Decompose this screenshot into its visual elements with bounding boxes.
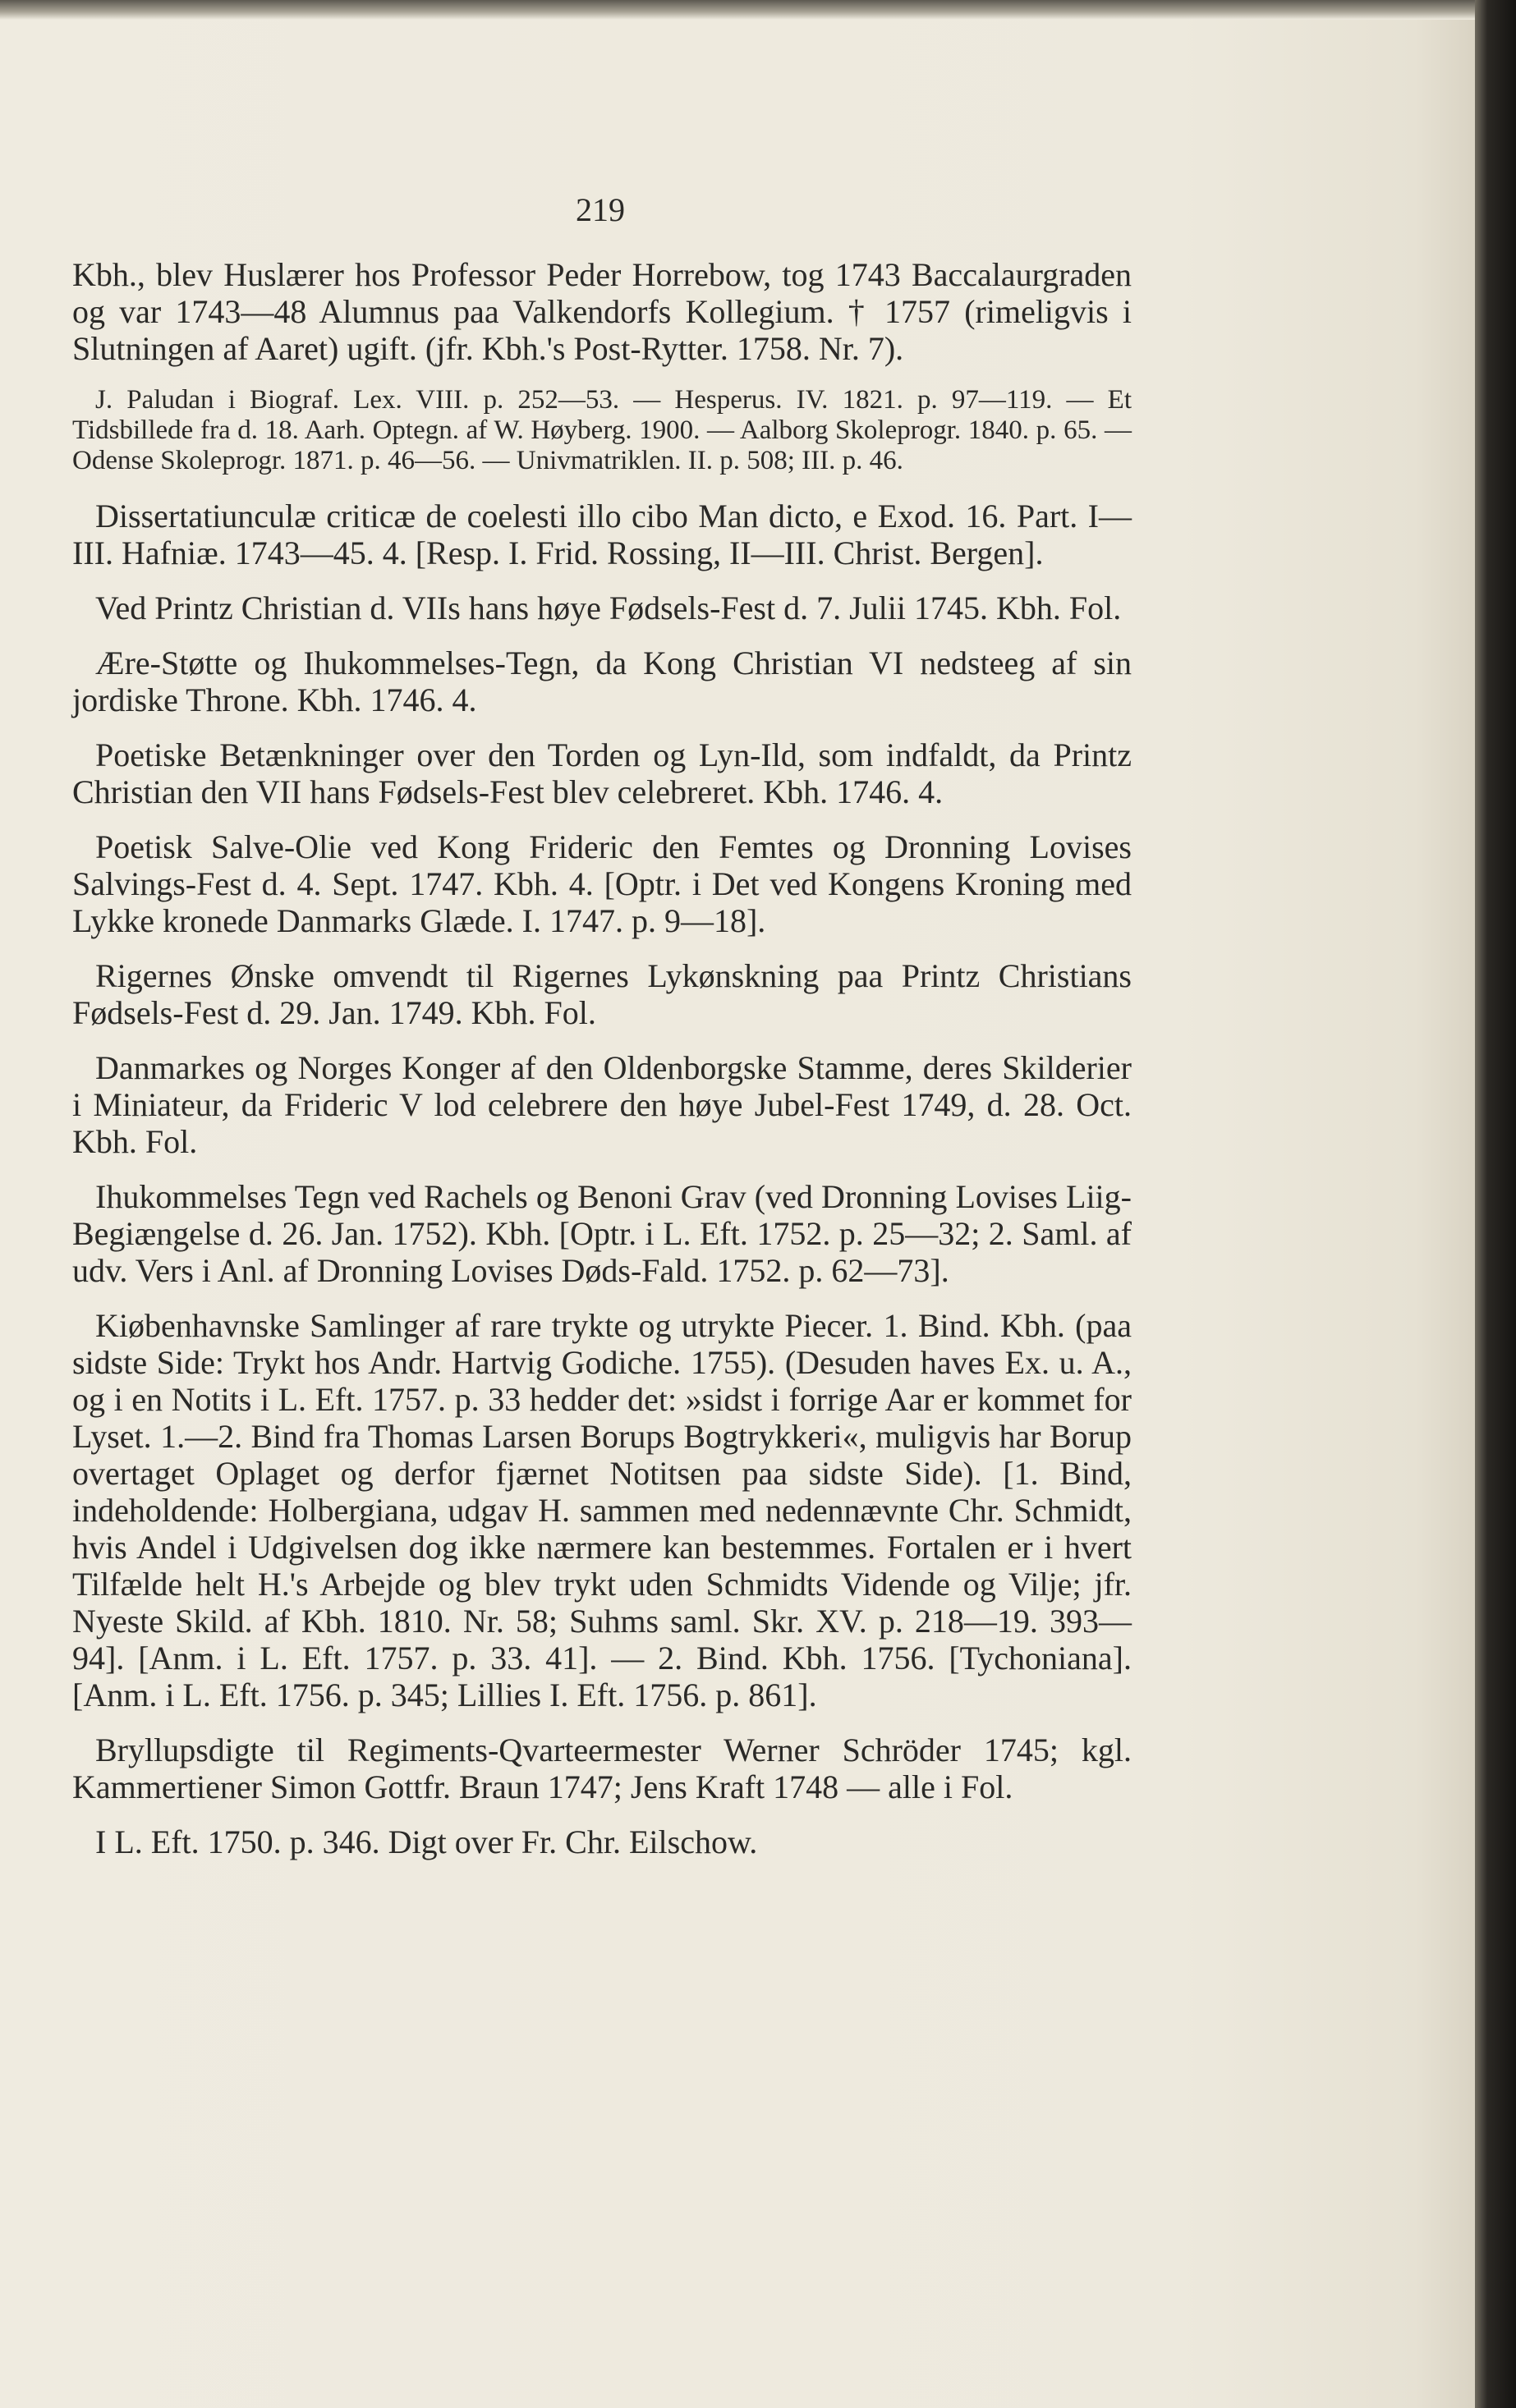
paragraph-work-poetiske-betaenkninger: Poetiske Betænkninger over den Torden og Lyn-Ild, som indfaldt, da Printz Christian den VII hans Fødsels-Fest blev celebreret. Kbh. 1746. 4. xyxy=(72,736,1132,810)
paragraph-references: J. Paludan i Biograf. Lex. VIII. p. 252—53. — Hesperus. IV. 1821. p. 97—119. — Et Tidsbillede fra d. 18. Aarh. Optegn. af W. Høyberg. 1900. — Aalborg Skoleprogr. 1840. p. 65. — Odense Skoleprogr. 1871. p. 46—56. — Univmatriklen. II. p. 508; III. p. 46. xyxy=(72,385,1132,475)
paragraph-work-salve-olie: Poetisk Salve-Olie ved Kong Frideric den Femtes og Dronning Lovises Salvings-Fest d. 4. Sept. 1747. Kbh. 4. [Optr. i Det ved Kongens Kroning med Lykke kronede Danmarks Glæde. I. 1747. p. 9—18]. xyxy=(72,828,1132,939)
paragraph-work-ihukommelses-tegn: Ihukommelses Tegn ved Rachels og Benoni Grav (ved Dronning Lovises Liig-Begiængelse d. 26. Jan. 1752). Kbh. [Optr. i L. Eft. 1752. p. 25—32; 2. Saml. af udv. Vers i Anl. af Dronning Lovises Døds-Fald. 1752. p. 62—73]. xyxy=(72,1178,1132,1289)
paragraph-work-printz-christian: Ved Printz Christian d. VIIs hans høye Fødsels-Fest d. 7. Julii 1745. Kbh. Fol. xyxy=(95,589,1122,626)
book-spine xyxy=(1475,0,1516,2408)
paragraph-work-aere-stotte: Ære-Støtte og Ihukommelses-Tegn, da Kong Christian VI nedsteeg af sin jordiske Throne. Kbh. 1746. 4. xyxy=(72,644,1132,718)
paragraph-biography-end: Kbh., blev Huslærer hos Professor Peder Horrebow, tog 1743 Baccalaurgraden og var 1743—48 Alumnus paa Valkendorfs Kollegium. † 1757 (rimeligvis i Slutningen af Aaret) ugift. (jfr. Kbh.'s Post-Rytter. 1758. Nr. 7). xyxy=(72,256,1132,367)
page-body xyxy=(72,256,1132,1878)
paragraph-work-kiobenhavnske-samlinger: Kiøbenhavnske Samlinger af rare trykte og utrykte Piecer. 1. Bind. Kbh. (paa sidste Side: Trykt hos Andr. Hartvig Godiche. 1755). (Desuden haves Ex. u. A., og i en Notits i L. Eft. 1757. p. 33 hedder det: »sidst i forrige Aar er kommet for Lyset. 1.—2. Bind fra Thomas Larsen Borups Bogtrykkeri«, muligvis har Borup overtaget Oplaget og derfor fjærnet Notitsen paa sidste Side). [1. Bind, indeholdende: Holbergiana, udgav H. sammen med nedennævnte Chr. Schmidt, hvis Andel i Udgivelsen dog ikke nærmere kan bestemmes. Fortalen er i hvert Tilfælde helt H.'s Arbejde og blev trykt uden Schmidts Vidende og Vilje; jfr. Nyeste Skild. af Kbh. 1810. Nr. 58; Suhms saml. Skr. XV. p. 218—19. 393—94]. [Anm. i L. Eft. 1757. p. 33. 41]. — 2. Bind. Kbh. 1756. [Tychoniana]. [Anm. i L. Eft. 1756. p. 345; Lillies I. Eft. 1756. p. 861]. xyxy=(72,1307,1132,1713)
paragraph-work-danmarkes-konger: Danmarkes og Norges Konger af den Oldenborgske Stamme, deres Skilderier i Miniateur, da Frideric V lod celebrere den høye Jubel-Fest 1749, d. 28. Oct. Kbh. Fol. xyxy=(72,1049,1132,1160)
paragraph-work-dissertatiunculae: Dissertatiunculæ criticæ de coelesti illo cibo Man dicto, e Exod. 16. Part. I—III. Hafniæ. 1743—45. 4. [Resp. I. Frid. Rossing, II—III. Christ. Bergen]. xyxy=(72,498,1132,571)
page-top-edge xyxy=(0,0,1475,20)
paragraph-work-bryllupsdigte: Bryllupsdigte til Regiments-Qvarteermester Werner Schröder 1745; kgl. Kammertiener Simon Gottfr. Braun 1747; Jens Kraft 1748 — alle i Fol. xyxy=(72,1731,1132,1805)
page-number: 219 xyxy=(576,191,625,228)
paragraph-work-eilschow: I L. Eft. 1750. p. 346. Digt over Fr. Chr. Eilschow. xyxy=(95,1823,758,1860)
paragraph-work-rigernes-onske: Rigernes Ønske omvendt til Rigernes Lykønskning paa Printz Christians Fødsels-Fest d. 29. Jan. 1749. Kbh. Fol. xyxy=(72,957,1132,1031)
